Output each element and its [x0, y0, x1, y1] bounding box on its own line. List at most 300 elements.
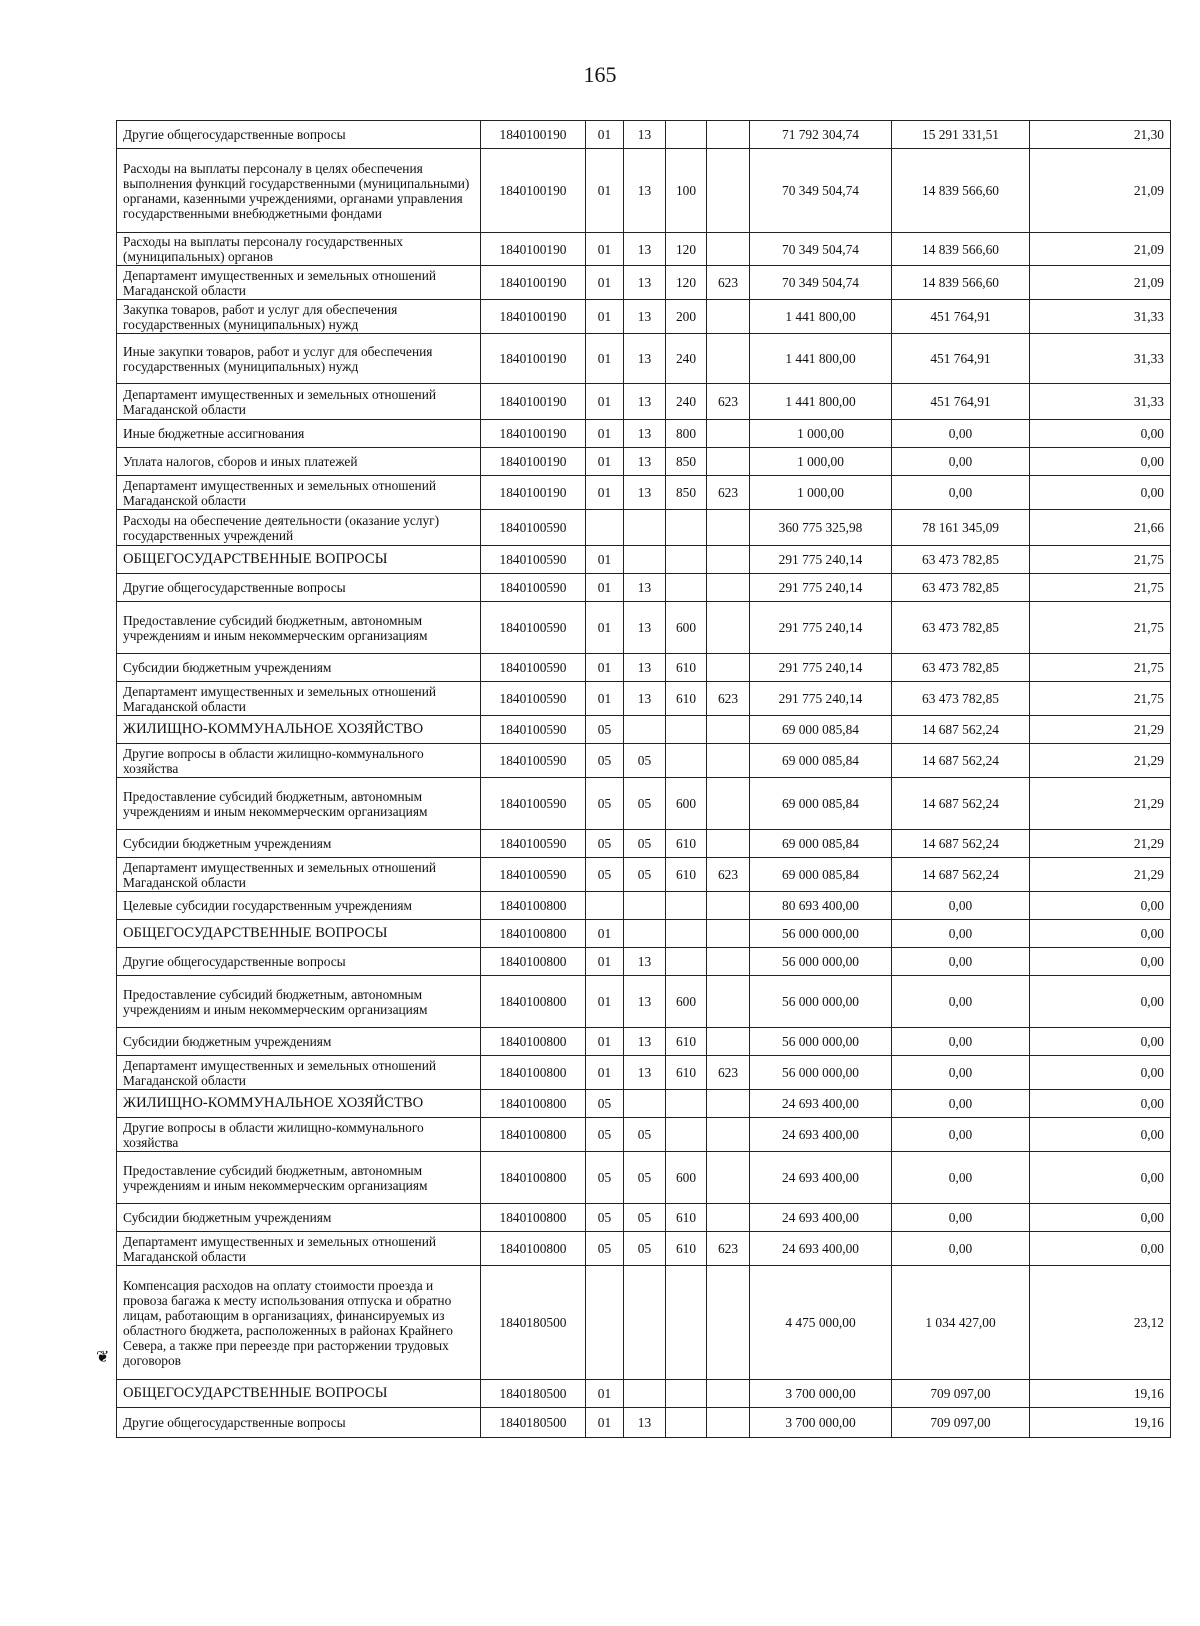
row-section: 01 — [586, 300, 624, 334]
row-section: 01 — [586, 1380, 624, 1408]
row-name: ОБЩЕГОСУДАРСТВЕННЫЕ ВОПРОСЫ — [117, 1380, 481, 1408]
row-admin-code — [707, 574, 750, 602]
table-body — [117, 121, 1171, 1438]
row-section: 01 — [586, 682, 624, 716]
row-admin-code — [707, 149, 750, 233]
row-executed-amount: 14 687 562,24 — [892, 858, 1030, 892]
row-name: Предоставление субсидий бюджетным, автономным учреждениям и иным некоммерческим организациям — [117, 778, 481, 830]
row-percent: 0,00 — [1030, 1232, 1171, 1266]
row-csr: 1840100800 — [481, 1232, 586, 1266]
row-section: 05 — [586, 778, 624, 830]
page-number: 165 — [583, 62, 617, 87]
row-plan-amount: 69 000 085,84 — [750, 716, 892, 744]
row-plan-amount: 3 700 000,00 — [750, 1380, 892, 1408]
row-executed-amount: 451 764,91 — [892, 334, 1030, 384]
row-csr: 1840180500 — [481, 1408, 586, 1438]
row-executed-amount: 63 473 782,85 — [892, 574, 1030, 602]
row-percent: 0,00 — [1030, 892, 1171, 920]
row-section: 01 — [586, 476, 624, 510]
row-name: Компенсация расходов на оплату стоимости проезда и провоза багажа к месту использования отпуска и обратно лицам, работающим в организациях, финансируемых из областного бюджета, расположенных в районах Крайнего Севера, а также при переезде при расторжении трудовых договоров — [117, 1266, 481, 1380]
row-expense-type: 600 — [666, 1152, 707, 1204]
row-name: Субсидии бюджетным учреждениям — [117, 830, 481, 858]
row-expense-type — [666, 1118, 707, 1152]
row-subsection: 13 — [624, 1028, 666, 1056]
row-expense-type — [666, 892, 707, 920]
row-executed-amount: 0,00 — [892, 1056, 1030, 1090]
table-row — [117, 892, 1171, 920]
row-name: ЖИЛИЩНО-КОММУНАЛЬНОЕ ХОЗЯЙСТВО — [117, 716, 481, 744]
table-row — [117, 948, 1171, 976]
row-subsection: 13 — [624, 420, 666, 448]
row-expense-type: 120 — [666, 266, 707, 300]
row-percent: 21,75 — [1030, 574, 1171, 602]
row-expense-type: 800 — [666, 420, 707, 448]
row-expense-type: 610 — [666, 654, 707, 682]
row-csr: 1840100800 — [481, 1056, 586, 1090]
table-row — [117, 1266, 1171, 1380]
row-percent: 21,29 — [1030, 778, 1171, 830]
row-plan-amount: 24 693 400,00 — [750, 1118, 892, 1152]
row-percent: 21,75 — [1030, 602, 1171, 654]
row-subsection — [624, 546, 666, 574]
row-name: Департамент имущественных и земельных отношений Магаданской области — [117, 858, 481, 892]
row-expense-type: 850 — [666, 448, 707, 476]
row-subsection: 13 — [624, 266, 666, 300]
row-admin-code — [707, 1266, 750, 1380]
row-plan-amount: 291 775 240,14 — [750, 602, 892, 654]
row-section: 01 — [586, 420, 624, 448]
table-row — [117, 778, 1171, 830]
row-admin-code — [707, 654, 750, 682]
row-admin-code — [707, 892, 750, 920]
row-section: 01 — [586, 384, 624, 420]
row-name: ОБЩЕГОСУДАРСТВЕННЫЕ ВОПРОСЫ — [117, 546, 481, 574]
row-executed-amount: 15 291 331,51 — [892, 121, 1030, 149]
row-csr: 1840100800 — [481, 1204, 586, 1232]
row-csr: 1840100190 — [481, 233, 586, 266]
table-row — [117, 744, 1171, 778]
row-expense-type — [666, 510, 707, 546]
row-expense-type: 100 — [666, 149, 707, 233]
row-percent: 0,00 — [1030, 1204, 1171, 1232]
row-expense-type: 850 — [666, 476, 707, 510]
row-expense-type: 600 — [666, 976, 707, 1028]
row-section: 01 — [586, 976, 624, 1028]
row-name: Иные бюджетные ассигнования — [117, 420, 481, 448]
row-section: 01 — [586, 149, 624, 233]
row-name: ОБЩЕГОСУДАРСТВЕННЫЕ ВОПРОСЫ — [117, 920, 481, 948]
row-name: Департамент имущественных и земельных отношений Магаданской области — [117, 682, 481, 716]
row-executed-amount: 0,00 — [892, 948, 1030, 976]
row-plan-amount: 291 775 240,14 — [750, 682, 892, 716]
row-plan-amount: 70 349 504,74 — [750, 149, 892, 233]
row-admin-code — [707, 1152, 750, 1204]
table-row — [117, 476, 1171, 510]
row-admin-code — [707, 300, 750, 334]
row-name: Расходы на выплаты персоналу государственных (муниципальных) органов — [117, 233, 481, 266]
row-csr: 1840180500 — [481, 1266, 586, 1380]
row-subsection — [624, 510, 666, 546]
row-name: Предоставление субсидий бюджетным, автономным учреждениям и иным некоммерческим организациям — [117, 1152, 481, 1204]
row-plan-amount: 70 349 504,74 — [750, 233, 892, 266]
row-section: 01 — [586, 334, 624, 384]
row-percent: 31,33 — [1030, 384, 1171, 420]
row-percent: 21,29 — [1030, 716, 1171, 744]
row-admin-code — [707, 510, 750, 546]
row-percent: 0,00 — [1030, 1152, 1171, 1204]
row-executed-amount: 1 034 427,00 — [892, 1266, 1030, 1380]
row-admin-code: 623 — [707, 682, 750, 716]
row-section — [586, 892, 624, 920]
row-percent: 0,00 — [1030, 476, 1171, 510]
budget-table — [116, 120, 1171, 1438]
row-plan-amount: 24 693 400,00 — [750, 1204, 892, 1232]
row-plan-amount: 1 000,00 — [750, 420, 892, 448]
row-name: Другие общегосударственные вопросы — [117, 574, 481, 602]
row-plan-amount: 360 775 325,98 — [750, 510, 892, 546]
row-executed-amount: 451 764,91 — [892, 384, 1030, 420]
row-percent: 0,00 — [1030, 420, 1171, 448]
row-csr: 1840100590 — [481, 778, 586, 830]
row-admin-code — [707, 420, 750, 448]
row-csr: 1840100800 — [481, 948, 586, 976]
row-expense-type: 120 — [666, 233, 707, 266]
row-plan-amount: 1 000,00 — [750, 448, 892, 476]
row-admin-code — [707, 1090, 750, 1118]
table-row — [117, 830, 1171, 858]
row-plan-amount: 1 441 800,00 — [750, 334, 892, 384]
row-csr: 1840100800 — [481, 892, 586, 920]
row-admin-code — [707, 233, 750, 266]
row-subsection: 13 — [624, 233, 666, 266]
row-expense-type: 610 — [666, 1204, 707, 1232]
row-expense-type: 610 — [666, 682, 707, 716]
table-row — [117, 149, 1171, 233]
row-percent: 21,75 — [1030, 654, 1171, 682]
row-executed-amount: 0,00 — [892, 448, 1030, 476]
row-expense-type — [666, 121, 707, 149]
row-subsection — [624, 716, 666, 744]
table-row — [117, 1028, 1171, 1056]
row-section: 01 — [586, 574, 624, 602]
row-percent: 0,00 — [1030, 920, 1171, 948]
row-name: Департамент имущественных и земельных отношений Магаданской области — [117, 476, 481, 510]
row-plan-amount: 24 693 400,00 — [750, 1232, 892, 1266]
row-subsection: 05 — [624, 1118, 666, 1152]
row-name: Целевые субсидии государственным учреждениям — [117, 892, 481, 920]
row-subsection — [624, 1380, 666, 1408]
row-expense-type: 610 — [666, 1028, 707, 1056]
row-plan-amount: 56 000 000,00 — [750, 1056, 892, 1090]
row-plan-amount: 1 000,00 — [750, 476, 892, 510]
row-admin-code — [707, 1118, 750, 1152]
row-plan-amount: 70 349 504,74 — [750, 266, 892, 300]
table-row — [117, 233, 1171, 266]
row-percent: 0,00 — [1030, 1028, 1171, 1056]
row-subsection: 13 — [624, 448, 666, 476]
row-subsection — [624, 892, 666, 920]
row-expense-type: 600 — [666, 602, 707, 654]
row-plan-amount: 80 693 400,00 — [750, 892, 892, 920]
row-executed-amount: 14 687 562,24 — [892, 778, 1030, 830]
row-expense-type — [666, 1266, 707, 1380]
row-percent: 0,00 — [1030, 1118, 1171, 1152]
row-name: Расходы на обеспечение деятельности (оказание услуг) государственных учреждений — [117, 510, 481, 546]
row-executed-amount: 0,00 — [892, 1204, 1030, 1232]
row-admin-code: 623 — [707, 858, 750, 892]
row-subsection: 13 — [624, 334, 666, 384]
row-name: Другие вопросы в области жилищно-коммунального хозяйства — [117, 1118, 481, 1152]
table-row — [117, 448, 1171, 476]
row-section — [586, 510, 624, 546]
row-subsection — [624, 1090, 666, 1118]
row-csr: 1840100190 — [481, 266, 586, 300]
row-percent: 21,29 — [1030, 744, 1171, 778]
row-section: 05 — [586, 858, 624, 892]
row-executed-amount: 0,00 — [892, 1090, 1030, 1118]
table-row — [117, 976, 1171, 1028]
row-admin-code — [707, 948, 750, 976]
row-plan-amount: 56 000 000,00 — [750, 948, 892, 976]
row-admin-code — [707, 334, 750, 384]
row-admin-code: 623 — [707, 1232, 750, 1266]
row-admin-code — [707, 976, 750, 1028]
row-executed-amount: 0,00 — [892, 1232, 1030, 1266]
row-section: 01 — [586, 448, 624, 476]
row-plan-amount: 69 000 085,84 — [750, 778, 892, 830]
row-csr: 1840180500 — [481, 1380, 586, 1408]
row-expense-type — [666, 920, 707, 948]
row-csr: 1840100190 — [481, 384, 586, 420]
row-plan-amount: 69 000 085,84 — [750, 858, 892, 892]
row-csr: 1840100190 — [481, 300, 586, 334]
row-csr: 1840100190 — [481, 334, 586, 384]
table-row — [117, 1152, 1171, 1204]
row-name: Уплата налогов, сборов и иных платежей — [117, 448, 481, 476]
row-expense-type — [666, 1408, 707, 1438]
table-row — [117, 300, 1171, 334]
row-subsection: 13 — [624, 602, 666, 654]
row-plan-amount: 4 475 000,00 — [750, 1266, 892, 1380]
row-csr: 1840100190 — [481, 420, 586, 448]
row-executed-amount: 14 687 562,24 — [892, 830, 1030, 858]
row-expense-type — [666, 574, 707, 602]
row-name: Субсидии бюджетным учреждениям — [117, 1204, 481, 1232]
row-expense-type — [666, 948, 707, 976]
row-admin-code: 623 — [707, 384, 750, 420]
row-admin-code — [707, 121, 750, 149]
row-expense-type — [666, 716, 707, 744]
row-expense-type: 240 — [666, 334, 707, 384]
row-subsection: 13 — [624, 654, 666, 682]
row-expense-type — [666, 1380, 707, 1408]
row-executed-amount: 709 097,00 — [892, 1408, 1030, 1438]
row-percent: 21,09 — [1030, 149, 1171, 233]
row-csr: 1840100590 — [481, 830, 586, 858]
row-section: 01 — [586, 948, 624, 976]
row-section: 01 — [586, 1028, 624, 1056]
row-executed-amount: 14 687 562,24 — [892, 744, 1030, 778]
row-admin-code: 623 — [707, 1056, 750, 1090]
row-executed-amount: 14 839 566,60 — [892, 149, 1030, 233]
row-name: Закупка товаров, работ и услуг для обеспечения государственных (муниципальных) нужд — [117, 300, 481, 334]
row-subsection: 05 — [624, 1152, 666, 1204]
row-executed-amount: 0,00 — [892, 920, 1030, 948]
row-section: 05 — [586, 1090, 624, 1118]
row-name: Другие общегосударственные вопросы — [117, 948, 481, 976]
row-expense-type: 240 — [666, 384, 707, 420]
row-subsection: 13 — [624, 574, 666, 602]
row-subsection: 05 — [624, 858, 666, 892]
table-row — [117, 334, 1171, 384]
table-row — [117, 420, 1171, 448]
row-expense-type — [666, 744, 707, 778]
row-csr: 1840100190 — [481, 448, 586, 476]
row-plan-amount: 1 441 800,00 — [750, 300, 892, 334]
table-row — [117, 682, 1171, 716]
row-percent: 21,30 — [1030, 121, 1171, 149]
row-executed-amount: 63 473 782,85 — [892, 546, 1030, 574]
table-row — [117, 920, 1171, 948]
row-csr: 1840100590 — [481, 744, 586, 778]
table-row — [117, 858, 1171, 892]
row-plan-amount: 56 000 000,00 — [750, 976, 892, 1028]
table-row — [117, 1408, 1171, 1438]
row-section: 01 — [586, 654, 624, 682]
row-subsection: 05 — [624, 778, 666, 830]
table-row — [117, 266, 1171, 300]
row-csr: 1840100590 — [481, 510, 586, 546]
row-admin-code — [707, 1204, 750, 1232]
row-name: Субсидии бюджетным учреждениям — [117, 654, 481, 682]
row-csr: 1840100190 — [481, 149, 586, 233]
row-csr: 1840100190 — [481, 121, 586, 149]
row-executed-amount: 63 473 782,85 — [892, 654, 1030, 682]
row-executed-amount: 63 473 782,85 — [892, 602, 1030, 654]
row-percent: 0,00 — [1030, 448, 1171, 476]
row-subsection — [624, 920, 666, 948]
table-row — [117, 546, 1171, 574]
row-executed-amount: 451 764,91 — [892, 300, 1030, 334]
row-section: 01 — [586, 266, 624, 300]
row-name: Предоставление субсидий бюджетным, автономным учреждениям и иным некоммерческим организациям — [117, 976, 481, 1028]
row-expense-type — [666, 546, 707, 574]
row-csr: 1840100800 — [481, 1090, 586, 1118]
row-percent: 19,16 — [1030, 1380, 1171, 1408]
row-expense-type: 610 — [666, 858, 707, 892]
table-row — [117, 1380, 1171, 1408]
row-plan-amount: 1 441 800,00 — [750, 384, 892, 420]
row-plan-amount: 56 000 000,00 — [750, 920, 892, 948]
table-row — [117, 602, 1171, 654]
row-name: Департамент имущественных и земельных отношений Магаданской области — [117, 384, 481, 420]
table-row — [117, 716, 1171, 744]
row-percent: 21,66 — [1030, 510, 1171, 546]
row-percent: 19,16 — [1030, 1408, 1171, 1438]
row-admin-code — [707, 602, 750, 654]
row-percent: 31,33 — [1030, 300, 1171, 334]
row-subsection: 13 — [624, 682, 666, 716]
row-percent: 0,00 — [1030, 948, 1171, 976]
row-csr: 1840100590 — [481, 858, 586, 892]
row-percent: 0,00 — [1030, 1056, 1171, 1090]
row-section: 01 — [586, 1408, 624, 1438]
row-subsection — [624, 1266, 666, 1380]
row-csr: 1840100800 — [481, 1152, 586, 1204]
row-admin-code — [707, 546, 750, 574]
row-executed-amount: 0,00 — [892, 1118, 1030, 1152]
row-csr: 1840100590 — [481, 602, 586, 654]
row-subsection: 13 — [624, 149, 666, 233]
table-row — [117, 1056, 1171, 1090]
row-executed-amount: 709 097,00 — [892, 1380, 1030, 1408]
row-name: Расходы на выплаты персоналу в целях обеспечения выполнения функций государственными (муниципальными) органами, казенными учреждениями, органами управления государственными внебюджетными фондами — [117, 149, 481, 233]
row-admin-code — [707, 744, 750, 778]
row-name: Департамент имущественных и земельных отношений Магаданской области — [117, 1056, 481, 1090]
row-admin-code — [707, 920, 750, 948]
row-csr: 1840100800 — [481, 976, 586, 1028]
row-section: 01 — [586, 121, 624, 149]
row-plan-amount: 291 775 240,14 — [750, 574, 892, 602]
row-percent: 21,29 — [1030, 830, 1171, 858]
table-row — [117, 121, 1171, 149]
row-name: Предоставление субсидий бюджетным, автономным учреждениям и иным некоммерческим организациям — [117, 602, 481, 654]
row-percent: 0,00 — [1030, 1090, 1171, 1118]
row-percent: 31,33 — [1030, 334, 1171, 384]
row-name: Другие общегосударственные вопросы — [117, 121, 481, 149]
row-executed-amount: 0,00 — [892, 476, 1030, 510]
row-name: ЖИЛИЩНО-КОММУНАЛЬНОЕ ХОЗЯЙСТВО — [117, 1090, 481, 1118]
row-name: Другие вопросы в области жилищно-коммунального хозяйства — [117, 744, 481, 778]
row-csr: 1840100590 — [481, 716, 586, 744]
row-subsection: 05 — [624, 1204, 666, 1232]
table-row — [117, 1090, 1171, 1118]
row-expense-type: 610 — [666, 1232, 707, 1266]
row-name: Департамент имущественных и земельных отношений Магаданской области — [117, 266, 481, 300]
row-expense-type — [666, 1090, 707, 1118]
row-plan-amount: 69 000 085,84 — [750, 830, 892, 858]
row-section: 05 — [586, 1152, 624, 1204]
row-admin-code: 623 — [707, 476, 750, 510]
row-section: 01 — [586, 1056, 624, 1090]
row-subsection: 13 — [624, 1056, 666, 1090]
row-name: Другие общегосударственные вопросы — [117, 1408, 481, 1438]
row-subsection: 13 — [624, 121, 666, 149]
row-percent: 21,75 — [1030, 682, 1171, 716]
row-admin-code: 623 — [707, 266, 750, 300]
table-row — [117, 654, 1171, 682]
row-plan-amount: 71 792 304,74 — [750, 121, 892, 149]
row-subsection: 13 — [624, 476, 666, 510]
row-section — [586, 1266, 624, 1380]
row-section: 05 — [586, 830, 624, 858]
row-subsection: 13 — [624, 948, 666, 976]
row-admin-code — [707, 1028, 750, 1056]
row-name: Субсидии бюджетным учреждениям — [117, 1028, 481, 1056]
margin-mark: ❦ — [96, 1349, 110, 1366]
row-section: 05 — [586, 1118, 624, 1152]
row-executed-amount: 0,00 — [892, 1028, 1030, 1056]
row-subsection: 13 — [624, 300, 666, 334]
row-plan-amount: 69 000 085,84 — [750, 744, 892, 778]
row-csr: 1840100800 — [481, 920, 586, 948]
row-percent: 21,09 — [1030, 266, 1171, 300]
row-admin-code — [707, 1380, 750, 1408]
row-csr: 1840100590 — [481, 574, 586, 602]
row-expense-type: 600 — [666, 778, 707, 830]
row-expense-type: 610 — [666, 830, 707, 858]
table-row — [117, 1118, 1171, 1152]
